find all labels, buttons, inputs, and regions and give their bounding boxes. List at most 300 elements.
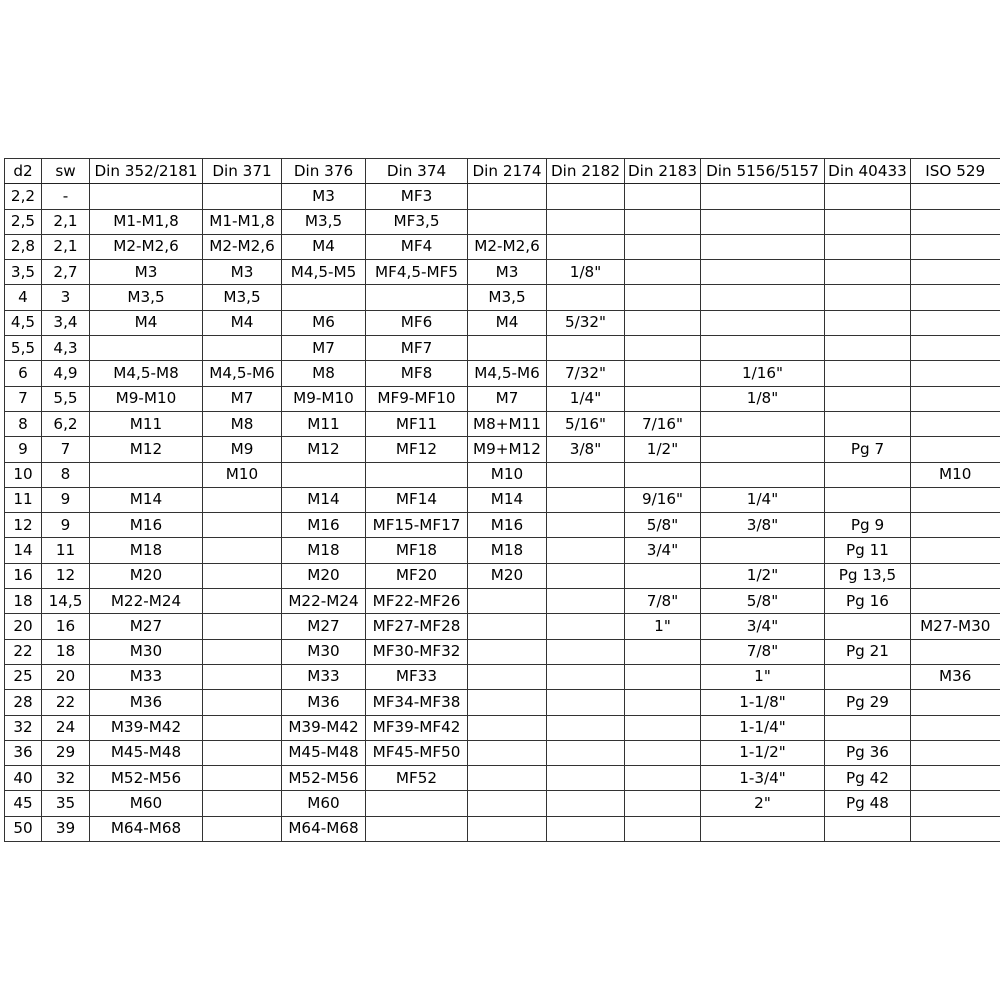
table-cell: 18 <box>5 589 42 614</box>
table-cell: MF3 <box>366 184 468 209</box>
table-cell <box>203 589 282 614</box>
table-row <box>5 310 1000 335</box>
table-cell: 3/8" <box>701 513 825 538</box>
table-cell: MF4 <box>366 234 468 259</box>
table-cell: 12 <box>5 513 42 538</box>
table-cell <box>911 513 1000 538</box>
table-cell: MF27-MF28 <box>366 614 468 639</box>
table-cell: Pg 16 <box>825 589 911 614</box>
table-cell: 4,9 <box>42 361 90 386</box>
table-cell: M6 <box>282 310 366 335</box>
table-cell: MF34-MF38 <box>366 690 468 715</box>
table-cell: 24 <box>42 715 90 740</box>
table-cell: 4,3 <box>42 336 90 361</box>
table-cell <box>547 184 625 209</box>
table-cell: M2-M2,6 <box>203 234 282 259</box>
table-cell <box>911 589 1000 614</box>
table-cell: 3 <box>42 285 90 310</box>
column-header: Din 2174 <box>468 159 547 184</box>
table-cell: M9-M10 <box>90 386 203 411</box>
table-cell <box>625 664 701 689</box>
table-cell: 5/8" <box>625 513 701 538</box>
table-cell <box>366 462 468 487</box>
table-cell: 1/2" <box>625 437 701 462</box>
table-cell: 1" <box>701 664 825 689</box>
table-cell: M52-M56 <box>282 766 366 791</box>
table-cell: M12 <box>282 437 366 462</box>
table-cell <box>203 816 282 841</box>
table-cell: M3 <box>468 260 547 285</box>
table-row <box>5 513 1000 538</box>
table-cell <box>203 690 282 715</box>
table-cell: M45-M48 <box>90 740 203 765</box>
table-cell: 11 <box>5 487 42 512</box>
table-cell <box>911 563 1000 588</box>
table-cell <box>911 411 1000 436</box>
table-cell <box>825 310 911 335</box>
table-cell: M9-M10 <box>282 386 366 411</box>
column-header: Din 376 <box>282 159 366 184</box>
table-row <box>5 234 1000 259</box>
table-row <box>5 740 1000 765</box>
table-cell: M52-M56 <box>90 766 203 791</box>
table-cell: 6 <box>5 361 42 386</box>
table-cell: 1/16" <box>701 361 825 386</box>
table-cell <box>468 791 547 816</box>
table-cell: M4,5-M6 <box>468 361 547 386</box>
table-cell: 45 <box>5 791 42 816</box>
column-header: ISO 529 <box>911 159 1000 184</box>
table-cell: 18 <box>42 639 90 664</box>
table-cell: M3 <box>282 184 366 209</box>
table-cell <box>625 740 701 765</box>
table-cell <box>825 285 911 310</box>
table-cell: M27 <box>90 614 203 639</box>
table-cell: 3,4 <box>42 310 90 335</box>
table-cell: M4 <box>282 234 366 259</box>
table-cell: M3 <box>90 260 203 285</box>
table-cell: M33 <box>90 664 203 689</box>
table-cell <box>203 538 282 563</box>
table-cell: 50 <box>5 816 42 841</box>
table-cell: 7/32" <box>547 361 625 386</box>
table-cell <box>547 285 625 310</box>
table-cell <box>203 639 282 664</box>
table-cell <box>701 462 825 487</box>
table-cell <box>625 563 701 588</box>
table-cell: 2" <box>701 791 825 816</box>
table-cell: 5,5 <box>42 386 90 411</box>
table-cell <box>625 791 701 816</box>
table-cell: M64-M68 <box>282 816 366 841</box>
table-cell <box>911 740 1000 765</box>
table-cell: 1-1/8" <box>701 690 825 715</box>
table-cell: MF11 <box>366 411 468 436</box>
table-cell: 5,5 <box>5 336 42 361</box>
table-cell: 32 <box>5 715 42 740</box>
table-cell <box>547 563 625 588</box>
table-cell: MF52 <box>366 766 468 791</box>
table-row <box>5 336 1000 361</box>
table-cell <box>625 690 701 715</box>
table-cell: 36 <box>5 740 42 765</box>
column-header: Din 2182 <box>547 159 625 184</box>
table-cell <box>825 614 911 639</box>
table-cell <box>547 538 625 563</box>
table-cell: MF20 <box>366 563 468 588</box>
table-row <box>5 639 1000 664</box>
table-cell <box>468 766 547 791</box>
table-cell <box>203 563 282 588</box>
table-row <box>5 563 1000 588</box>
table-row <box>5 715 1000 740</box>
table-cell: 9 <box>42 487 90 512</box>
table-cell <box>366 816 468 841</box>
table-cell: - <box>42 184 90 209</box>
column-header: d2 <box>5 159 42 184</box>
table-cell: 1-1/4" <box>701 715 825 740</box>
column-header: Din 374 <box>366 159 468 184</box>
table-cell <box>547 639 625 664</box>
table-cell: Pg 42 <box>825 766 911 791</box>
table-cell: 2,2 <box>5 184 42 209</box>
table-cell <box>625 715 701 740</box>
table-cell: M4 <box>90 310 203 335</box>
table-cell: M20 <box>468 563 547 588</box>
table-cell: M8 <box>282 361 366 386</box>
table-cell: M2-M2,6 <box>468 234 547 259</box>
table-cell: M9+M12 <box>468 437 547 462</box>
table-cell: 7 <box>42 437 90 462</box>
column-header: Din 371 <box>203 159 282 184</box>
table-cell: Pg 9 <box>825 513 911 538</box>
table-cell: M27 <box>282 614 366 639</box>
table-cell: M4,5-M6 <box>203 361 282 386</box>
table-cell: M22-M24 <box>282 589 366 614</box>
table-cell <box>468 690 547 715</box>
table-cell <box>203 336 282 361</box>
table-cell: 2,7 <box>42 260 90 285</box>
table-cell: 7/8" <box>701 639 825 664</box>
table-cell <box>701 437 825 462</box>
table-row <box>5 184 1000 209</box>
table-cell <box>825 336 911 361</box>
table-cell <box>547 740 625 765</box>
table-cell <box>203 487 282 512</box>
thread-size-table <box>4 158 1000 842</box>
table-cell <box>547 209 625 234</box>
table-body <box>5 184 1000 842</box>
table-cell: 28 <box>5 690 42 715</box>
table-cell <box>625 310 701 335</box>
table-cell <box>203 791 282 816</box>
table-cell: M36 <box>911 664 1000 689</box>
table-cell: M8 <box>203 411 282 436</box>
table-cell <box>825 664 911 689</box>
table-cell <box>625 639 701 664</box>
table-cell: 20 <box>5 614 42 639</box>
table-cell <box>825 184 911 209</box>
table-cell: 3/4" <box>625 538 701 563</box>
table-cell <box>701 184 825 209</box>
table-cell <box>911 816 1000 841</box>
table-cell: M27-M30 <box>911 614 1000 639</box>
table-cell <box>90 336 203 361</box>
table-row <box>5 209 1000 234</box>
table-cell: 14,5 <box>42 589 90 614</box>
table-cell <box>825 715 911 740</box>
table-cell: 1/8" <box>547 260 625 285</box>
table-cell <box>825 361 911 386</box>
table-cell: 11 <box>42 538 90 563</box>
table-cell: M4 <box>203 310 282 335</box>
table-cell: M36 <box>90 690 203 715</box>
table-cell: M3,5 <box>468 285 547 310</box>
table-cell: M36 <box>282 690 366 715</box>
table-cell: M16 <box>282 513 366 538</box>
table-cell <box>911 310 1000 335</box>
table-cell <box>468 184 547 209</box>
table-cell: 10 <box>5 462 42 487</box>
table-cell: M14 <box>282 487 366 512</box>
table-header-row <box>5 159 1000 184</box>
table-cell: 7 <box>5 386 42 411</box>
table-cell: M12 <box>90 437 203 462</box>
table-cell: MF18 <box>366 538 468 563</box>
table-cell: MF33 <box>366 664 468 689</box>
table-cell <box>547 487 625 512</box>
table-cell <box>911 437 1000 462</box>
table-cell: MF45-MF50 <box>366 740 468 765</box>
column-header: sw <box>42 159 90 184</box>
table-cell: M30 <box>282 639 366 664</box>
table-cell: M9 <box>203 437 282 462</box>
table-cell <box>625 386 701 411</box>
table-cell: 3,5 <box>5 260 42 285</box>
table-cell <box>203 513 282 538</box>
table-cell: MF4,5-MF5 <box>366 260 468 285</box>
table-cell <box>625 184 701 209</box>
table-row <box>5 614 1000 639</box>
table-cell: Pg 13,5 <box>825 563 911 588</box>
table-cell: 20 <box>42 664 90 689</box>
table-cell <box>911 361 1000 386</box>
table-cell <box>911 715 1000 740</box>
table-cell: M11 <box>90 411 203 436</box>
table-cell: 1" <box>625 614 701 639</box>
table-cell: 3/4" <box>701 614 825 639</box>
table-cell <box>825 234 911 259</box>
table-cell <box>547 513 625 538</box>
table-cell <box>203 664 282 689</box>
table-cell: 25 <box>5 664 42 689</box>
table-cell: M10 <box>468 462 547 487</box>
table-cell: 9 <box>42 513 90 538</box>
table-cell <box>701 285 825 310</box>
table-row <box>5 538 1000 563</box>
table-cell: M7 <box>468 386 547 411</box>
table-cell: M22-M24 <box>90 589 203 614</box>
table-cell <box>282 285 366 310</box>
table-cell: M14 <box>468 487 547 512</box>
table-row <box>5 437 1000 462</box>
table-cell <box>825 411 911 436</box>
table-cell <box>282 462 366 487</box>
table-cell <box>203 614 282 639</box>
table-row <box>5 411 1000 436</box>
table-cell <box>625 816 701 841</box>
table-row <box>5 816 1000 841</box>
table-cell: 2,1 <box>42 234 90 259</box>
table-cell: M3 <box>203 260 282 285</box>
table-cell <box>625 260 701 285</box>
table-cell: 4 <box>5 285 42 310</box>
table-cell: M4 <box>468 310 547 335</box>
table-cell: M45-M48 <box>282 740 366 765</box>
table-cell <box>547 234 625 259</box>
table-cell: 7/16" <box>625 411 701 436</box>
table-cell: M20 <box>90 563 203 588</box>
table-cell: 16 <box>42 614 90 639</box>
table-cell <box>701 336 825 361</box>
table-cell <box>625 285 701 310</box>
table-cell <box>547 336 625 361</box>
table-cell: 8 <box>42 462 90 487</box>
table-cell <box>911 209 1000 234</box>
table-cell <box>468 715 547 740</box>
table-cell: 5/32" <box>547 310 625 335</box>
table-cell: Pg 29 <box>825 690 911 715</box>
table-cell <box>911 260 1000 285</box>
table-cell <box>468 639 547 664</box>
table-cell: M1-M1,8 <box>90 209 203 234</box>
table-cell: MF8 <box>366 361 468 386</box>
table-cell: M18 <box>90 538 203 563</box>
table-cell: 5/16" <box>547 411 625 436</box>
table-cell <box>625 209 701 234</box>
table-cell: MF12 <box>366 437 468 462</box>
table-cell <box>547 766 625 791</box>
table-cell: M39-M42 <box>282 715 366 740</box>
table-cell: MF22-MF26 <box>366 589 468 614</box>
table-cell <box>825 487 911 512</box>
table-cell <box>625 766 701 791</box>
table-cell <box>911 386 1000 411</box>
table-cell <box>701 816 825 841</box>
table-cell <box>203 740 282 765</box>
table-cell <box>547 589 625 614</box>
table-cell <box>701 310 825 335</box>
table-cell <box>203 766 282 791</box>
table-cell: 12 <box>42 563 90 588</box>
table-cell <box>911 766 1000 791</box>
table-cell <box>547 462 625 487</box>
table-cell <box>625 361 701 386</box>
table-cell <box>468 614 547 639</box>
table-cell: M2-M2,6 <box>90 234 203 259</box>
table-cell <box>366 285 468 310</box>
table-cell: M30 <box>90 639 203 664</box>
table-cell: 32 <box>42 766 90 791</box>
table-cell <box>911 285 1000 310</box>
table-cell: 2,5 <box>5 209 42 234</box>
column-header: Din 352/2181 <box>90 159 203 184</box>
table-cell <box>701 234 825 259</box>
table-cell <box>701 538 825 563</box>
table-cell <box>911 487 1000 512</box>
table-cell: M7 <box>282 336 366 361</box>
table-cell: M3,5 <box>282 209 366 234</box>
column-header: Din 2183 <box>625 159 701 184</box>
table-cell: M7 <box>203 386 282 411</box>
table-cell <box>547 690 625 715</box>
table-cell <box>911 234 1000 259</box>
table-cell: MF9-MF10 <box>366 386 468 411</box>
table-cell: MF30-MF32 <box>366 639 468 664</box>
table-cell: 39 <box>42 816 90 841</box>
table-cell: M18 <box>468 538 547 563</box>
table-cell: Pg 48 <box>825 791 911 816</box>
table-cell: M33 <box>282 664 366 689</box>
table-cell: 22 <box>5 639 42 664</box>
table-cell: 9 <box>5 437 42 462</box>
table-cell: M4,5-M8 <box>90 361 203 386</box>
table-cell <box>468 740 547 765</box>
table-cell: M4,5-M5 <box>282 260 366 285</box>
table-cell <box>701 209 825 234</box>
table-cell: 1/4" <box>547 386 625 411</box>
table-cell: MF7 <box>366 336 468 361</box>
table-cell <box>547 664 625 689</box>
table-cell: M10 <box>203 462 282 487</box>
table-cell: M3,5 <box>203 285 282 310</box>
table-cell: 6,2 <box>42 411 90 436</box>
table-cell: 22 <box>42 690 90 715</box>
table-row <box>5 285 1000 310</box>
table-cell: 4,5 <box>5 310 42 335</box>
table-cell <box>911 791 1000 816</box>
table-cell <box>825 209 911 234</box>
table-cell: Pg 7 <box>825 437 911 462</box>
table-cell <box>911 538 1000 563</box>
table-row <box>5 361 1000 386</box>
table-cell <box>203 715 282 740</box>
table-cell: M18 <box>282 538 366 563</box>
table-cell: M60 <box>90 791 203 816</box>
table-cell: 7/8" <box>625 589 701 614</box>
table-cell: M20 <box>282 563 366 588</box>
table-cell: M16 <box>90 513 203 538</box>
table-cell <box>468 664 547 689</box>
table-row <box>5 791 1000 816</box>
table-cell: 9/16" <box>625 487 701 512</box>
table-cell <box>825 462 911 487</box>
table-cell: M39-M42 <box>90 715 203 740</box>
table-cell <box>825 386 911 411</box>
table-cell: M14 <box>90 487 203 512</box>
table-cell <box>825 260 911 285</box>
table-cell <box>547 816 625 841</box>
table-cell: MF6 <box>366 310 468 335</box>
table-row <box>5 766 1000 791</box>
table-cell <box>90 462 203 487</box>
table-cell: M10 <box>911 462 1000 487</box>
table-cell: 14 <box>5 538 42 563</box>
table-cell: 1/4" <box>701 487 825 512</box>
table-row <box>5 462 1000 487</box>
table-cell <box>625 336 701 361</box>
table-row <box>5 260 1000 285</box>
